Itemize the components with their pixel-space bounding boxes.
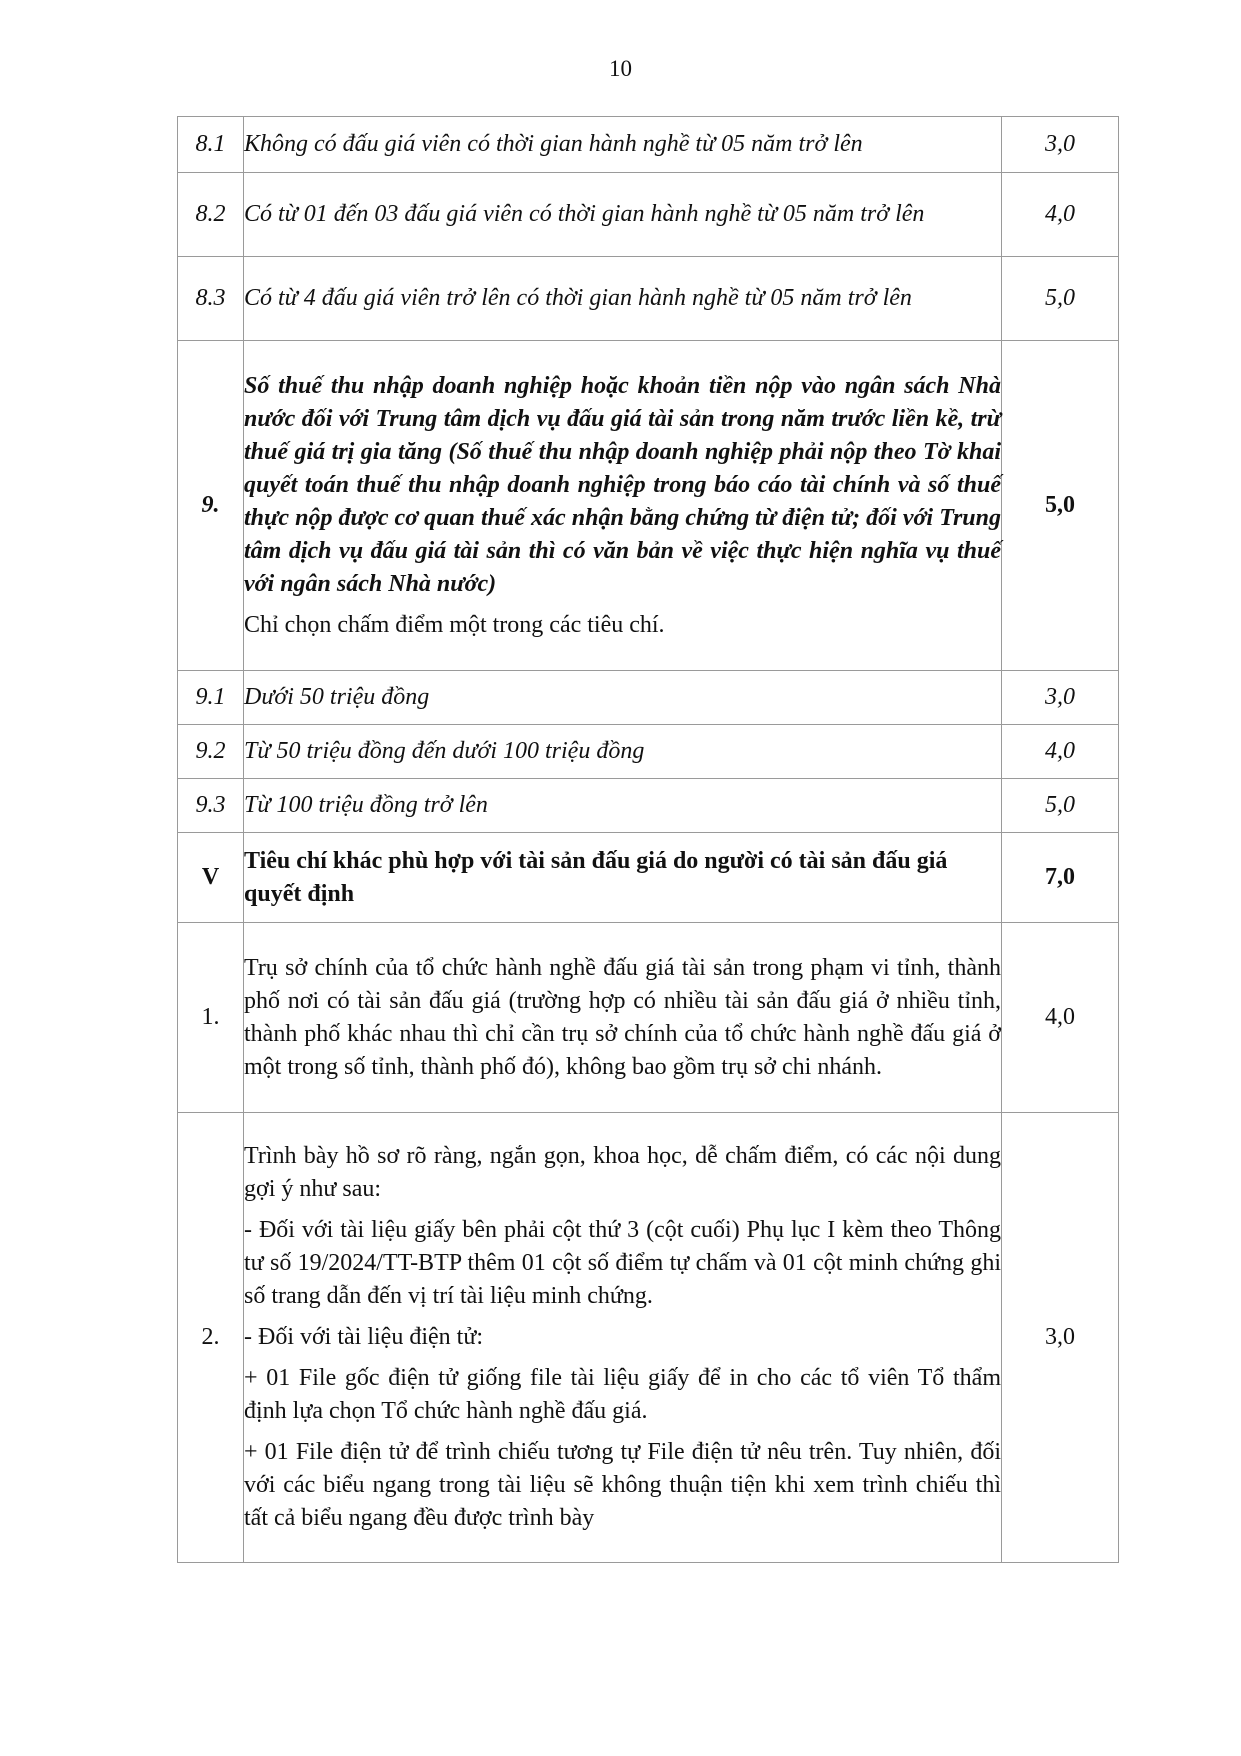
criterion-description-cell — [244, 341, 1002, 671]
page-number: 10 — [609, 56, 632, 81]
criterion-number: 9.2 — [178, 725, 244, 779]
criterion-description: Từ 100 triệu đồng trở lên — [244, 779, 1002, 833]
criterion-score: 5,0 — [1002, 779, 1119, 833]
criterion-score: 3,0 — [1002, 1113, 1119, 1563]
criterion-number: 2. — [178, 1113, 244, 1563]
criterion-number: V — [178, 833, 244, 923]
criterion-paragraph: + 01 File gốc điện tử giống file tài liệu giấy để in cho các tổ viên Tổ thẩm định lựa chọn Tổ chức hành nghề đấu giá. — [244, 1365, 1001, 1424]
table-row — [178, 671, 1119, 725]
criterion-score: 4,0 — [1002, 923, 1119, 1113]
criterion-number: 9.3 — [178, 779, 244, 833]
table-row — [178, 779, 1119, 833]
criterion-score: 3,0 — [1002, 117, 1119, 173]
criterion-description: Trụ sở chính của tổ chức hành nghề đấu giá tài sản trong phạm vi tỉnh, thành phố nơi có tài sản đấu giá (trường hợp có nhiều tài sản đấu giá ở nhiều tỉnh, thành phố khác nhau thì chỉ cần trụ sở chính của tổ chức hành nghề đấu giá ở một trong số tỉnh, thành phố đó), không bao gồm trụ sở chi nhánh. — [244, 923, 1002, 1113]
criterion-note: Chỉ chọn chấm điểm một trong các tiêu chí. — [244, 611, 665, 638]
criterion-paragraph: - Đối với tài liệu giấy bên phải cột thứ 3 (cột cuối) Phụ lục I kèm theo Thông tư số 19/2024/TT-BTP thêm 01 cột số điểm tự chấm và 01 cột minh chứng ghi số trang dẫn đến vị trí tài liệu minh chứng. — [244, 1217, 1001, 1309]
criterion-score: 5,0 — [1002, 341, 1119, 671]
criterion-number: 8.2 — [178, 173, 244, 257]
criterion-score: 5,0 — [1002, 257, 1119, 341]
table-row — [178, 173, 1119, 257]
table-row — [178, 833, 1119, 923]
criterion-description: Có từ 4 đấu giá viên trở lên có thời gian hành nghề từ 05 năm trở lên — [244, 257, 1002, 341]
criterion-description: Từ 50 triệu đồng đến dưới 100 triệu đồng — [244, 725, 1002, 779]
table-row — [178, 117, 1119, 173]
table-row — [178, 923, 1119, 1113]
criterion-description: Tiêu chí khác phù hợp với tài sản đấu giá do người có tài sản đấu giá quyết định — [244, 833, 1002, 923]
criterion-score: 7,0 — [1002, 833, 1119, 923]
criterion-paragraph: + 01 File điện tử để trình chiếu tương tự File điện tử nêu trên. Tuy nhiên, đối với các biểu ngang trong tài liệu sẽ không thuận tiện khi xem trình chiếu thì tất cả biểu ngang đều được trình bày — [244, 1439, 1001, 1531]
criterion-number: 1. — [178, 923, 244, 1113]
criterion-number: 8.3 — [178, 257, 244, 341]
criterion-score: 4,0 — [1002, 725, 1119, 779]
criterion-number: 9.1 — [178, 671, 244, 725]
criterion-score: 3,0 — [1002, 671, 1119, 725]
criterion-score: 4,0 — [1002, 173, 1119, 257]
criterion-description: Số thuế thu nhập doanh nghiệp hoặc khoản tiền nộp vào ngân sách Nhà nước đối với Trung tâm dịch vụ đấu giá tài sản trong năm trước liền kề, trừ thuế giá trị gia tăng (Số thuế thu nhập doanh nghiệp phải nộp theo Tờ khai quyết toán thuế thu nhập doanh nghiệp trong báo cáo tài chính và số thuế thực nộp được cơ quan thuế xác nhận bằng chứng từ điện tử; đối với Trung tâm dịch vụ đấu giá tài sản thì có văn bản về việc thực hiện nghĩa vụ thuế với ngân sách Nhà nước) — [244, 372, 1001, 597]
criterion-description-cell — [244, 1113, 1002, 1563]
criteria-table — [177, 116, 1119, 1563]
criterion-description: Dưới 50 triệu đồng — [244, 671, 1002, 725]
table-row — [178, 341, 1119, 671]
criterion-paragraph: Trình bày hồ sơ rõ ràng, ngắn gọn, khoa học, dễ chấm điểm, có các nội dung gợi ý như sau: — [244, 1143, 1001, 1202]
criterion-description: Có từ 01 đến 03 đấu giá viên có thời gian hành nghề từ 05 năm trở lên — [244, 173, 1002, 257]
criterion-number: 9. — [178, 341, 244, 671]
criterion-description: Không có đấu giá viên có thời gian hành nghề từ 05 năm trở lên — [244, 117, 1002, 173]
table-row — [178, 257, 1119, 341]
criterion-number: 8.1 — [178, 117, 244, 173]
table-row — [178, 725, 1119, 779]
table-row — [178, 1113, 1119, 1563]
criterion-paragraph: - Đối với tài liệu điện tử: — [244, 1324, 483, 1350]
